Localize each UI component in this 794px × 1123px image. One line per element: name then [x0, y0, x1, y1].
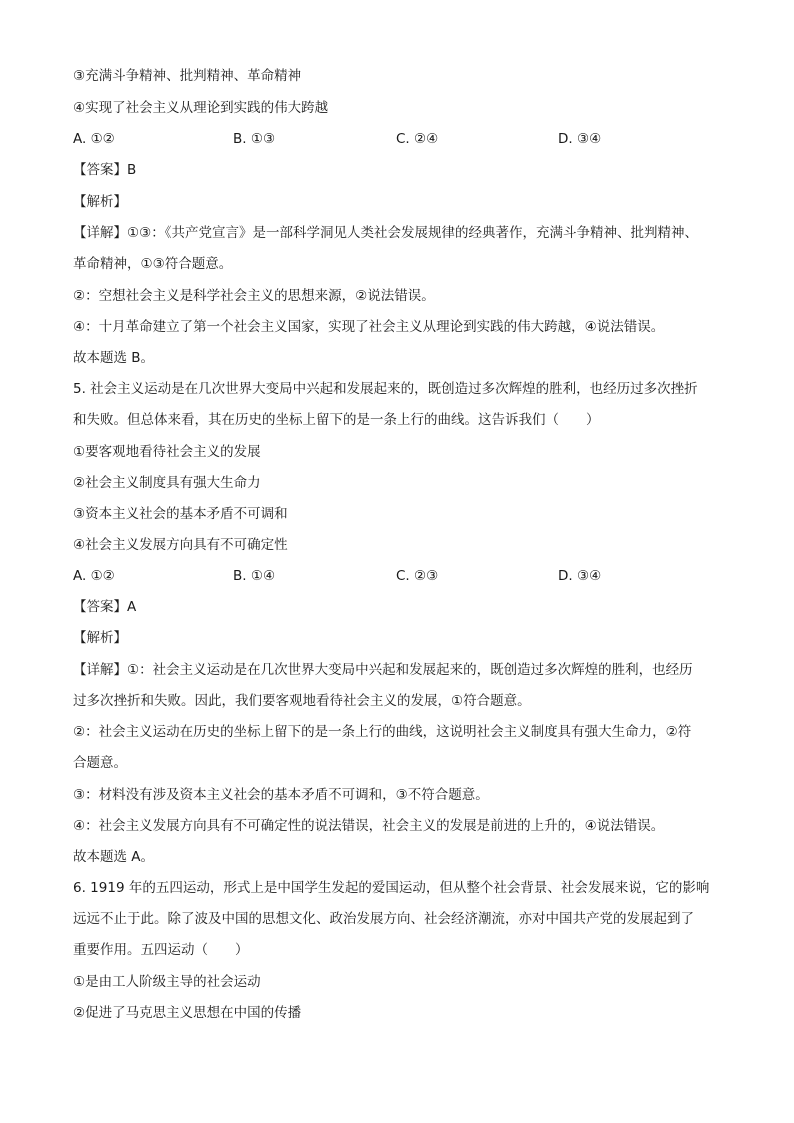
- detail-text: ④：社会主义发展方向具有不可确定性的说法错误，社会主义的发展是前进的上升的，④说法错误。: [73, 818, 665, 834]
- question-stem: 重要作用。五四运动（ ）: [73, 942, 249, 958]
- statement-3: ③资本主义社会的基本矛盾不可调和: [73, 506, 288, 522]
- detail-text: 【详解】①③：《共产党宣言》是一部科学洞见人类社会发展规律的经典著作，充满斗争精神、批判精神、: [73, 225, 698, 241]
- detail-text: ②：社会主义运动在历史的坐标上留下的是一条上行的曲线，这说明社会主义制度具有强大生命力，②符: [73, 724, 692, 740]
- question-stem: 5. 社会主义运动是在几次世界大变局中兴起和发展起来的，既创造过多次辉煌的胜利，也经历过多次挫折: [73, 381, 698, 397]
- answer-label: 【答案】A: [73, 599, 137, 615]
- detail-text: ④：十月革命建立了第一个社会主义国家，实现了社会主义从理论到实践的伟大跨越，④说法错误。: [73, 319, 665, 335]
- analysis-label: 【解析】: [73, 630, 127, 646]
- detail-text: 【详解】①：社会主义运动是在几次世界大变局中兴起和发展起来的，既创造过多次辉煌的胜利，也经历: [73, 662, 693, 678]
- statement-2: ②社会主义制度具有强大生命力: [73, 475, 261, 491]
- option-c: C. ②④: [396, 131, 439, 147]
- statement-1: ①要客观地看待社会主义的发展: [73, 444, 261, 460]
- statement-4: ④实现了社会主义从理论到实践的伟大跨越: [73, 100, 329, 116]
- statement-3: ③充满斗争精神、批判精神、革命精神: [73, 68, 302, 84]
- analysis-label: 【解析】: [73, 194, 127, 210]
- statement-4: ④社会主义发展方向具有不可确定性: [73, 537, 288, 553]
- conclusion-text: 故本题选 A。: [73, 849, 155, 865]
- detail-text: 过多次挫折和失败。因此，我们要客观地看待社会主义的发展，①符合题意。: [73, 693, 531, 709]
- statement-2: ②促进了马克思主义思想在中国的传播: [73, 1005, 302, 1021]
- option-d: D. ③④: [558, 568, 602, 584]
- option-b: B. ①④: [233, 568, 276, 584]
- question-stem: 和失败。但总体来看，其在历史的坐标上留下的是一条上行的曲线。这告诉我们（ ）: [73, 412, 600, 428]
- question-stem: 6. 1919 年的五四运动，形式上是中国学生发起的爱国运动，但从整个社会背景、社会发展来说，它的影响: [73, 880, 710, 896]
- detail-text: ②：空想社会主义是科学社会主义的思想来源，②说法错误。: [73, 288, 435, 304]
- statement-1: ①是由工人阶级主导的社会运动: [73, 974, 261, 990]
- answer-label: 【答案】B: [73, 162, 137, 178]
- option-a: A. ①②: [73, 568, 115, 584]
- option-a: A. ①②: [73, 131, 115, 147]
- option-d: D. ③④: [558, 131, 602, 147]
- conclusion-text: 故本题选 B。: [73, 350, 155, 366]
- question-stem: 远远不止于此。除了波及中国的思想文化、政治发展方向、社会经济潮流，亦对中国共产党的发展起到了: [73, 911, 694, 927]
- option-c: C. ②③: [396, 568, 439, 584]
- detail-text: 革命精神，①③符合题意。: [73, 256, 233, 272]
- option-b: B. ①③: [233, 131, 276, 147]
- detail-text: 合题意。: [73, 755, 127, 771]
- detail-text: ③：材料没有涉及资本主义社会的基本矛盾不可调和，③不符合题意。: [73, 787, 489, 803]
